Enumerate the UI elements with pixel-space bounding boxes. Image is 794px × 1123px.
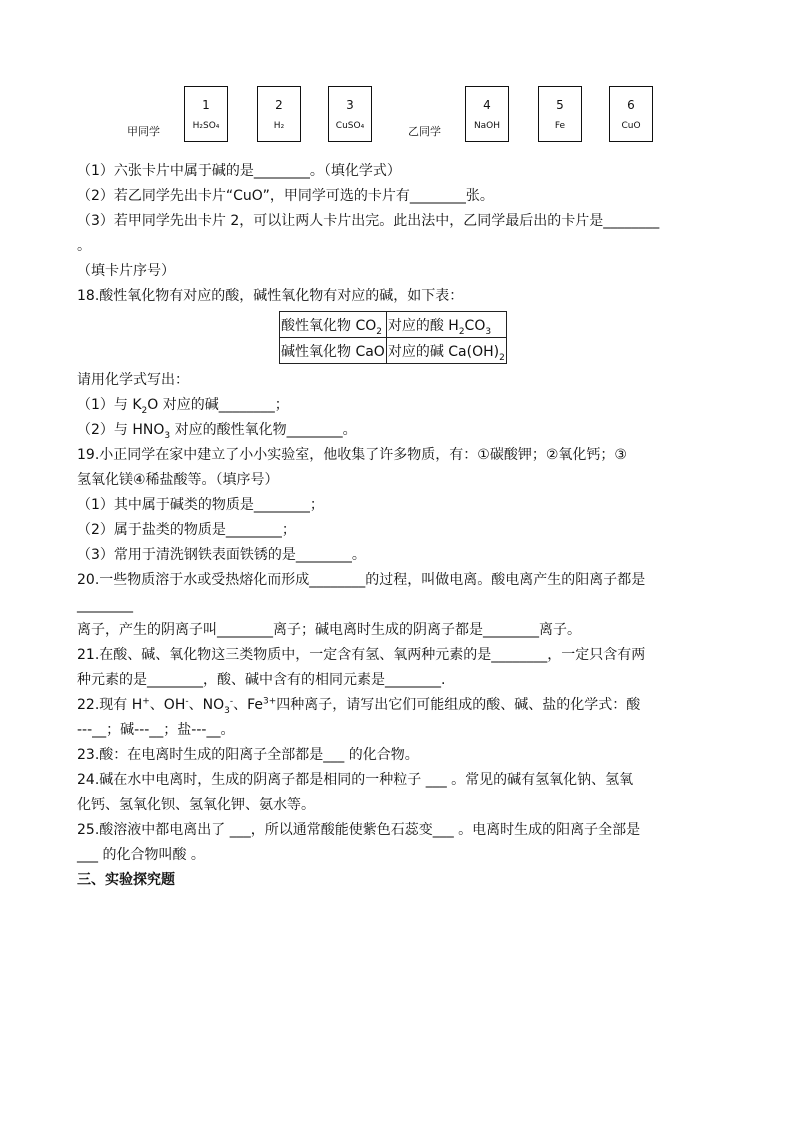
card-formula: H₂SO₄: [192, 121, 220, 131]
card-formula: H₂: [273, 121, 285, 131]
q19-part1: （1）其中属于碱类的物质是________；: [77, 497, 324, 513]
table-row: [280, 312, 507, 338]
q24-line1: 24.碱在水中电离时，生成的阴离子都是相同的一种粒子 ___ 。常见的碱有氢氧化钠、氢氧: [77, 772, 634, 788]
q18-ask: 请用化学式写出：: [77, 372, 189, 388]
table-cell: 对应的碱 $Ca(OH)_2$: [386, 338, 506, 364]
card-2: [257, 86, 301, 142]
q17-part3-cont: 。: [77, 238, 91, 254]
card-formula: CuSO₄: [335, 121, 365, 131]
q19-part3: （3）常用于清洗钢铁表面铁锈的是________。: [77, 547, 366, 563]
q20-line3: 离子，产生的阴离子叫________离子；碱电离时生成的阴离子都是________离子。: [77, 622, 581, 638]
q20-line1: 20.一些物质溶于水或受热熔化而形成________的过程，叫做电离。酸电离产生的阳离子都是: [77, 572, 646, 588]
q21-line2: 种元素的是________，酸、碱中含有的相同元素是________.: [77, 672, 446, 688]
student-a-label: 甲同学: [127, 125, 160, 138]
q25-line1: 25.酸溶液中都电离出了 ___，所以通常酸能使紫色石蕊变___ 。电离时生成的阳离子全部是: [77, 822, 641, 838]
table-cell: 对应的酸 $H_2CO_3$: [386, 312, 506, 338]
oxide-table: [279, 311, 507, 364]
card-number: 1: [202, 98, 210, 112]
q17-part3: （3）若甲同学先出卡片 2，可以让两人卡片出完。此出法中，乙同学最后出的卡片是________: [77, 213, 660, 229]
q18-part1: （1）与 $K_2O$ 对应的碱________；: [77, 397, 289, 416]
card-number: 3: [346, 98, 354, 112]
student-b-label: 乙同学: [408, 125, 441, 138]
q20-line2: ________: [77, 597, 133, 613]
q17-part1: （1）六张卡片中属于碱的是________。（填化学式）: [77, 163, 401, 179]
card-formula: CuO: [621, 121, 641, 131]
q18-intro: 18.酸性氧化物有对应的酸，碱性氧化物有对应的碱，如下表：: [77, 288, 464, 304]
q23-line1: 23.酸：在电离时生成的阳离子全部都是___ 的化合物。: [77, 747, 419, 763]
q21-line1: 21.在酸、碱、氧化物这三类物质中，一定含有氢、氧两种元素的是________，一定只含有两: [77, 647, 646, 663]
table-cell: 碱性氧化物 CaO: [280, 338, 387, 364]
card-formula: NaOH: [473, 121, 501, 131]
q17-part3-note: （填卡片序号）: [77, 263, 175, 279]
q19-part2: （2）属于盐类的物质是________；: [77, 522, 296, 538]
card-row: [0, 0, 794, 150]
card-6: [609, 86, 653, 142]
q25-line2: ___ 的化合物叫酸 。: [77, 847, 205, 863]
q19-line1: 19.小正同学在家中建立了小小实验室，他收集了许多物质，有：①碳酸钾；②氧化钙；③: [77, 447, 627, 463]
q18-part2: （2）与 $HNO_3$ 对应的酸性氧化物________。: [77, 422, 357, 441]
table-cell: 酸性氧化物 $CO_2$: [280, 312, 387, 338]
q19-line2: 氢氧化镁④稀盐酸等。（填序号）: [77, 472, 279, 488]
q22-line1: 22.现有 H+、OH-、$NO_3^-$、$Fe^{3+}$四种离子，请写出它们可能组成的酸、碱、盐的化学式：酸: [77, 696, 641, 716]
section-heading: 三、实验探究题: [77, 872, 175, 888]
card-number: 4: [483, 98, 491, 112]
q22-line2: ---__；碱---__；盐---__。: [77, 722, 235, 738]
card-number: 5: [556, 98, 564, 112]
card-1: [184, 86, 228, 142]
card-3: [328, 86, 372, 142]
table-row: [280, 338, 507, 364]
card-4: [465, 86, 509, 142]
card-number: 2: [275, 98, 283, 112]
card-formula: Fe: [554, 121, 566, 131]
card-number: 6: [627, 98, 635, 112]
q24-line2: 化钙、氢氧化钡、氢氧化钾、氨水等。: [77, 797, 315, 813]
card-5: [538, 86, 582, 142]
q17-part2: （2）若乙同学先出卡片“CuO”，甲同学可选的卡片有________张。: [77, 188, 494, 204]
